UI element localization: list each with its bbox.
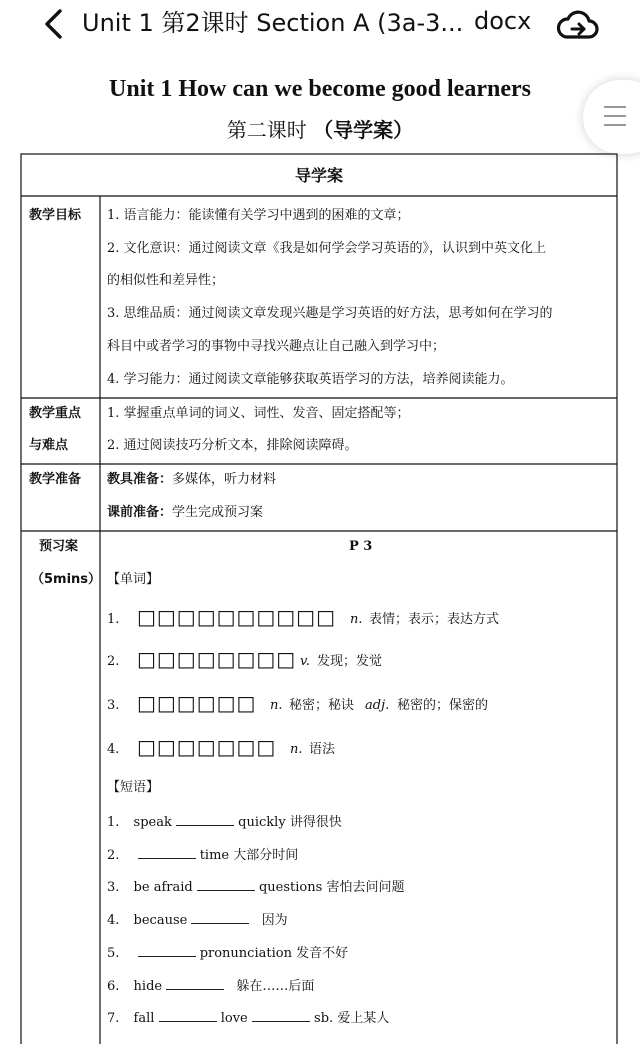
phrase-blank[interactable] [138,845,196,859]
phrase-before: be afraid [133,880,193,895]
phrase-item [107,845,298,865]
letter-boxes[interactable]: □□□□□□□ [137,735,277,759]
phrase-item [107,877,404,897]
phrase-blank[interactable] [166,976,224,990]
phrase-blank-2[interactable] [252,1008,310,1022]
phrase-item [107,976,314,996]
phrase-after: quickly [238,815,286,830]
phrase-after: questions [258,880,323,895]
word-item [107,648,607,674]
phrase-meaning: 发音不好 [296,946,349,961]
phrase-middle: love [220,1011,248,1026]
tools-value: 多媒体，听力材料 [172,472,277,487]
phrase-num: 5. [107,946,120,961]
letter-boxes[interactable]: □□□□□□□□□□ [137,605,336,629]
objective-line: 科目中或者学习的事物中寻找兴趣点让自己融入到学习中； [107,339,446,354]
key-point-line: 1. 掌握重点单词的词义、词性、发音、固定搭配等； [107,406,410,421]
objectives-label: 教学目标 [29,208,82,223]
phrase-meaning: 讲得很快 [289,815,342,830]
back-arrow-icon[interactable] [38,8,72,40]
phrase-num: 4. [107,913,120,928]
preparation-label: 教学准备 [29,472,82,487]
key-points-label-2: 与难点 [29,438,69,453]
doc-subheading [0,116,640,144]
word-pos: n. [270,698,283,713]
word-meaning: 表情；表示；表达方式 [369,612,500,627]
phrase-num: 1. [107,815,120,830]
phrase-meaning: 大部分时间 [233,848,299,863]
phrase-meaning: 躲在……后面 [236,979,315,994]
phrase-after: sb. [314,1011,334,1026]
word-meaning: 秘密；秘诀 [289,698,355,713]
word-meaning: 发现；发觉 [317,654,383,669]
phrase-before: speak [133,815,172,830]
phrase-blank[interactable] [138,943,196,957]
subtitle-prefix: 第二课时 [226,118,307,142]
key-point-line: 2. 通过阅读技巧分析文本，排除阅读障碍。 [107,438,358,453]
objective-line: 3. 思维品质：通过阅读文章发现兴趣是学习英语的好方法，思考如何在学习的 [107,306,553,321]
objective-line: 2. 文化意识：通过阅读文章《我是如何学会学习英语的》，认识到中英文化上 [107,241,547,256]
word-pos-2: adj. [365,698,390,713]
phrase-blank[interactable] [159,1008,217,1022]
phrase-item [107,812,342,832]
phrase-after: time [199,848,230,863]
phrase-num: 7. [107,1011,120,1026]
word-num: 3. [107,698,120,713]
phrase-item [107,910,288,930]
objective-line: 4. 学习能力：通过阅读文章能够获取英语学习的方法，培养阅读能力。 [107,372,514,387]
table-header: 导学案 [294,166,343,185]
phrase-item [107,1008,389,1028]
doc-heading: Unit 1 How can we become good learners [109,76,531,102]
pre-value: 学生完成预习案 [172,505,264,520]
word-num: 2. [107,654,120,669]
word-meaning-2: 秘密的；保密的 [397,698,489,713]
word-item [107,736,607,762]
tools-label: 教具准备： [107,472,173,487]
pre-line [107,504,263,522]
word-meaning: 语法 [309,742,336,757]
word-pos: n. [290,742,303,757]
phrase-meaning: 因为 [261,913,288,928]
word-pos: n. [350,612,363,627]
letter-boxes[interactable]: □□□□□□ [137,691,257,715]
preview-label: 预习案 [39,539,79,554]
objective-line: 1. 语言能力：能读懂有关学习中遇到的困难的文章； [107,208,410,223]
word-num: 1. [107,612,120,627]
objective-line: 的相似性和差异性； [107,273,225,288]
document-title: Unit 1 第2课时 Section A (3a-3... [82,9,464,37]
word-num: 4. [107,742,120,757]
subtitle-bold: （导学案） [313,118,414,142]
phrases-heading: 【短语】 [107,780,160,795]
letter-boxes[interactable]: □□□□□□□□ [137,647,297,671]
cloud-upload-icon[interactable] [556,4,600,44]
phrase-blank[interactable] [176,812,234,826]
pre-label: 课前准备： [107,505,173,520]
phrase-num: 6. [107,979,120,994]
phrase-item [107,943,348,963]
phrase-meaning: 害怕去问问题 [326,880,405,895]
words-heading: 【单词】 [107,572,160,587]
phrase-after: pronunciation [199,946,292,961]
phrase-before: because [133,913,188,928]
word-item [107,692,607,718]
top-bar [0,0,640,48]
key-points-label: 教学重点 [29,406,82,421]
preview-time: （5mins） [31,572,102,587]
phrase-num: 2. [107,848,120,863]
phrase-blank[interactable] [197,877,255,891]
phrase-before: hide [133,979,163,994]
tools-line [107,471,276,489]
phrase-blank[interactable] [191,910,249,924]
phrase-before: fall [133,1011,155,1026]
word-pos: v. [300,654,310,669]
phrase-num: 3. [107,880,120,895]
file-type-label: docx [474,7,532,35]
phrase-meaning: 爱上某人 [337,1011,390,1026]
page-ref: P 3 [349,539,373,554]
word-item [107,606,607,632]
